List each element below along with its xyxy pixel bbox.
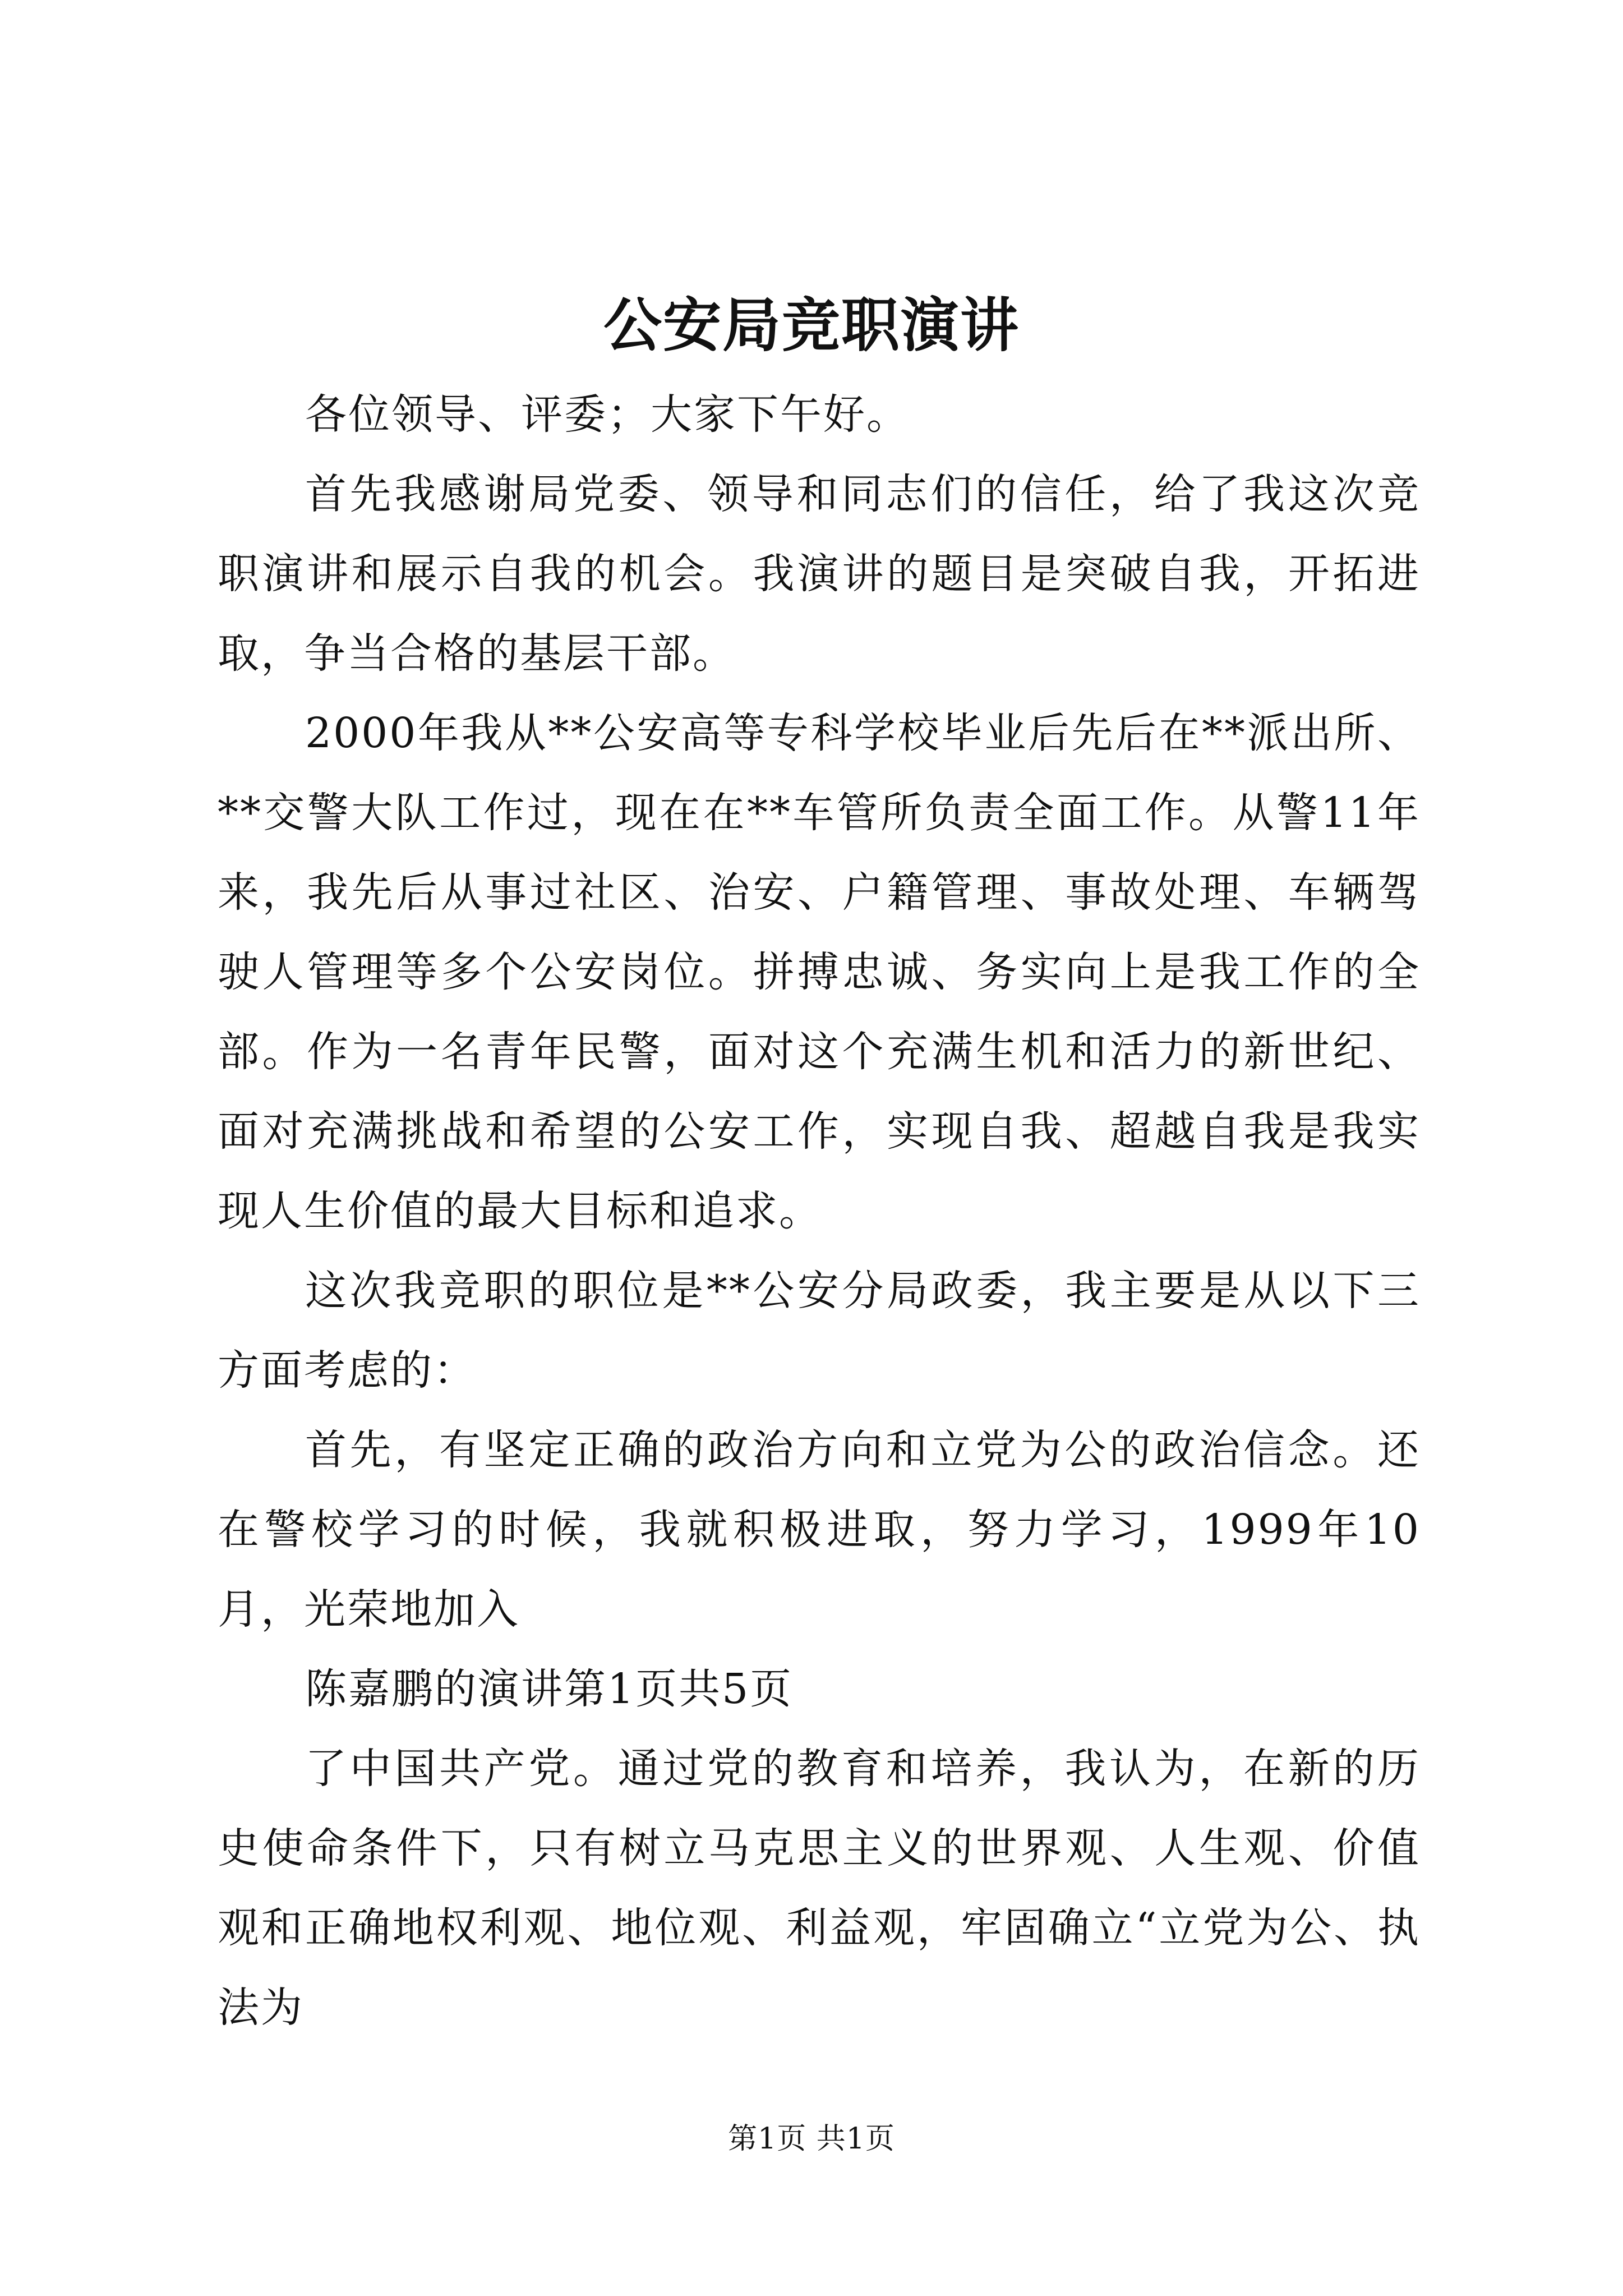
paragraph-greeting: 各位领导、评委；大家下午好。 xyxy=(305,390,910,439)
document-body xyxy=(218,375,1421,2047)
paragraph-inner-page-note: 陈嘉鹏的演讲第1页共5页 xyxy=(305,1665,794,1713)
paragraph-continuation: 了中国共产党。通过党的教育和培养，我认为，在新的历史使命条件下，只有树立马克思主义的世界观、人生观、价值观和正确地权利观、地位观、利益观，牢固确立“立党为公、执法为 xyxy=(218,1745,1421,2032)
paragraph-thanks: 首先我感谢局党委、领导和同志们的信任，给了我这次竞职演讲和展示自我的机会。我演讲的题目是突破自我，开拓进取，争当合格的基层干部。 xyxy=(218,470,1421,678)
paragraph-first-point: 首先，有坚定正确的政治方向和立党为公的政治信念。还在警校学习的时候，我就积极进取，努力学习，1999年10月，光荣地加入 xyxy=(218,1426,1421,1634)
paragraph-position: 这次我竞职的职位是**公安分局政委，我主要是从以下三方面考虑的： xyxy=(218,1267,1421,1395)
document-title: 公安局竞职演讲 xyxy=(603,291,1020,360)
paragraph-background: 2000年我从**公安高等专科学校毕业后先后在**派出所、**交警大队工作过，现在在**车管所负责全面工作。从警11年来，我先后从事过社区、治安、户籍管理、事故处理、车辆驾驶人管理等多个公安岗位。拼搏忠诚、务实向上是我工作的全部。作为一名青年民警，面对这个充满生机和活力的新世纪、面对充满挑战和希望的公安工作，实现自我、超越自我是我实现人生价值的最大目标和追求。 xyxy=(218,709,1421,1235)
page-footer: 第1页 共1页 xyxy=(728,2122,895,2156)
